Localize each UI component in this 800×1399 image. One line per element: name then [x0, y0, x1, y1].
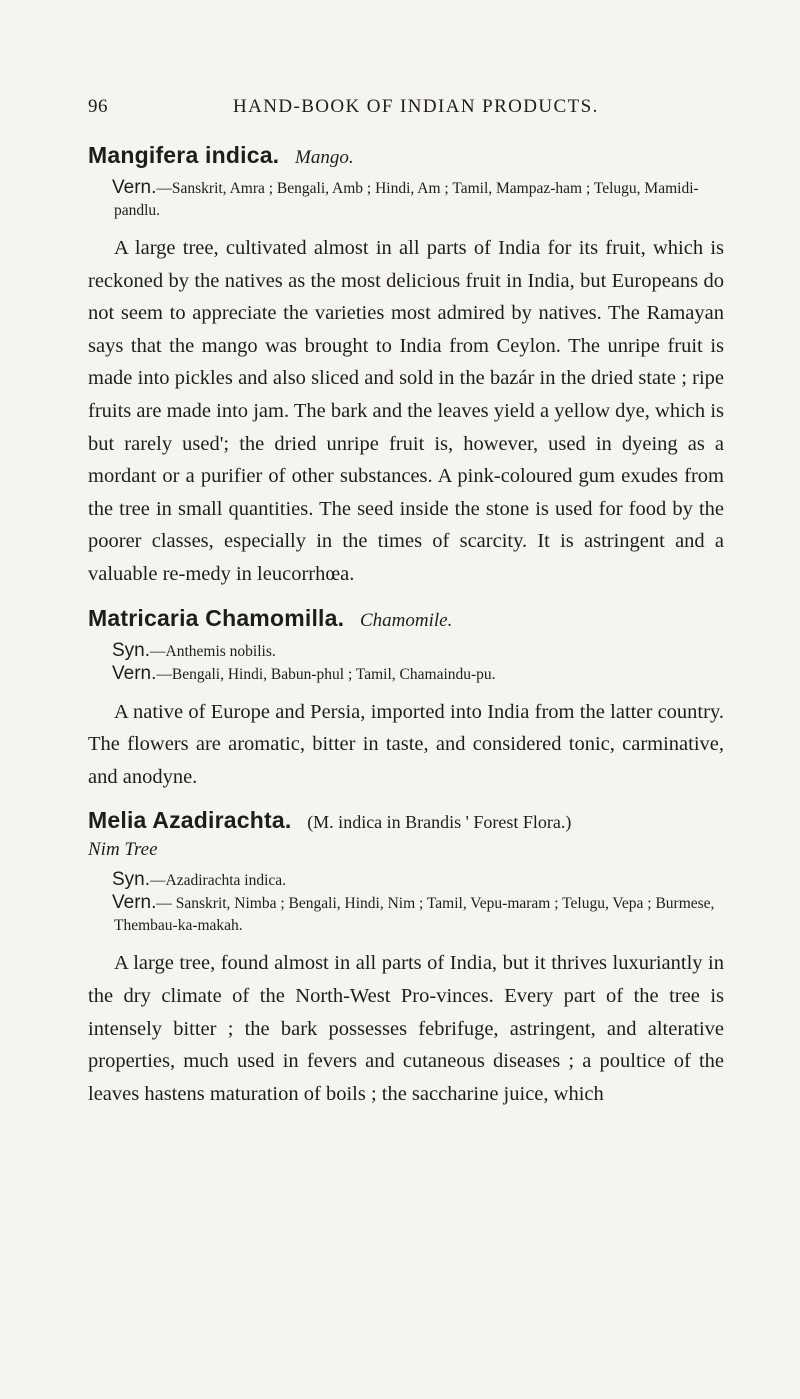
page-number: 96 [88, 96, 108, 117]
syn-label: Syn. [112, 869, 151, 891]
vernacular-names [88, 663, 724, 686]
entry-heading [88, 805, 724, 865]
entry-description: A native of Europe and Persia, imported into India from the latter country. The flowers are aromatic, bitter in taste, and considered tonic, carminative, and anodyne. [88, 700, 724, 788]
scientific-name: Matricaria Chamomilla. [88, 604, 345, 631]
reference-note: (M. indica in Brandis ' Forest Flora.) [307, 812, 572, 833]
common-name: Chamomile. [359, 609, 453, 631]
running-title: HAND-BOOK OF INDIAN PRODUCTS. [233, 96, 599, 117]
synonym [88, 640, 724, 663]
syn-label: Syn. [112, 639, 151, 661]
entry-description: A large tree, cultivated almost in all parts of India for its fruit, which is reckoned by the natives as the most delicious fruit in India, but Europeans do not seem to appreciate the varieties most admired by natives. The Ramayan says that the mango was brought to India from Ceylon. The unripe fruit is made into pickles and also sliced and sold in the bazár in the dried state ; ripe fruits are made into jam. The bark and the leaves yield a yellow dye, which is but rarely used'; the dried unripe fruit is, however, used in dyeing as a mordant or a purifier of other substances. A pink-coloured gum exudes from the tree in small quantities. The seed inside the stone is used for food by the poorer classes, especially in the times of scarcity. It is astringent and a valuable re-medy in leucorrhœa. [88, 237, 724, 585]
page-content [88, 140, 724, 1122]
scientific-name: Mangifera indica. [88, 142, 280, 168]
vern-text: —Bengali, Hindi, Babun-phul ; Tamil, Chamaindu-pu. [156, 665, 496, 683]
vern-label: Vern. [112, 177, 157, 198]
common-name: Nim Tree [88, 839, 158, 861]
entry-matricaria [88, 603, 724, 794]
vern-text: —Sanskrit, Amra ; Bengali, Amb ; Hindi, Am ; Tamil, Mampaz-ham ; Telugu, Mamidi-pandlu. [114, 180, 699, 219]
vern-label: Vern. [112, 892, 157, 914]
synonym [88, 869, 724, 892]
scientific-name: Melia Azadirachta. [88, 807, 292, 834]
vernacular-names [88, 177, 724, 222]
entry-description: A large tree, found almost in all parts of India, but it thrives luxuriantly in the dry climate of the North-West Pro-vinces. Every part of the tree is intensely bitter ; the bark possesses febrifuge, astringent, and alterative properties, much used in fevers and cutaneous diseases ; a poultice of the leaves hastens maturation of boils ; the saccharine juice, which [88, 952, 724, 1105]
entry-heading [88, 603, 724, 636]
syn-text: —Anthemis nobilis. [150, 642, 276, 660]
entry-mangifera [88, 140, 724, 591]
common-name: Mango. [295, 147, 354, 168]
vern-text: — Sanskrit, Nimba ; Bengali, Hindi, Nim ; Tamil, Vepu-maram ; Telugu, Vepa ; Burmese, Thembau-ka-makah. [114, 895, 715, 935]
syn-text: —Azadirachta indica. [150, 872, 287, 890]
running-head [88, 96, 712, 122]
vern-label: Vern. [112, 662, 157, 684]
entry-heading [88, 140, 724, 173]
entry-melia [88, 805, 724, 1110]
vernacular-names [88, 892, 724, 937]
